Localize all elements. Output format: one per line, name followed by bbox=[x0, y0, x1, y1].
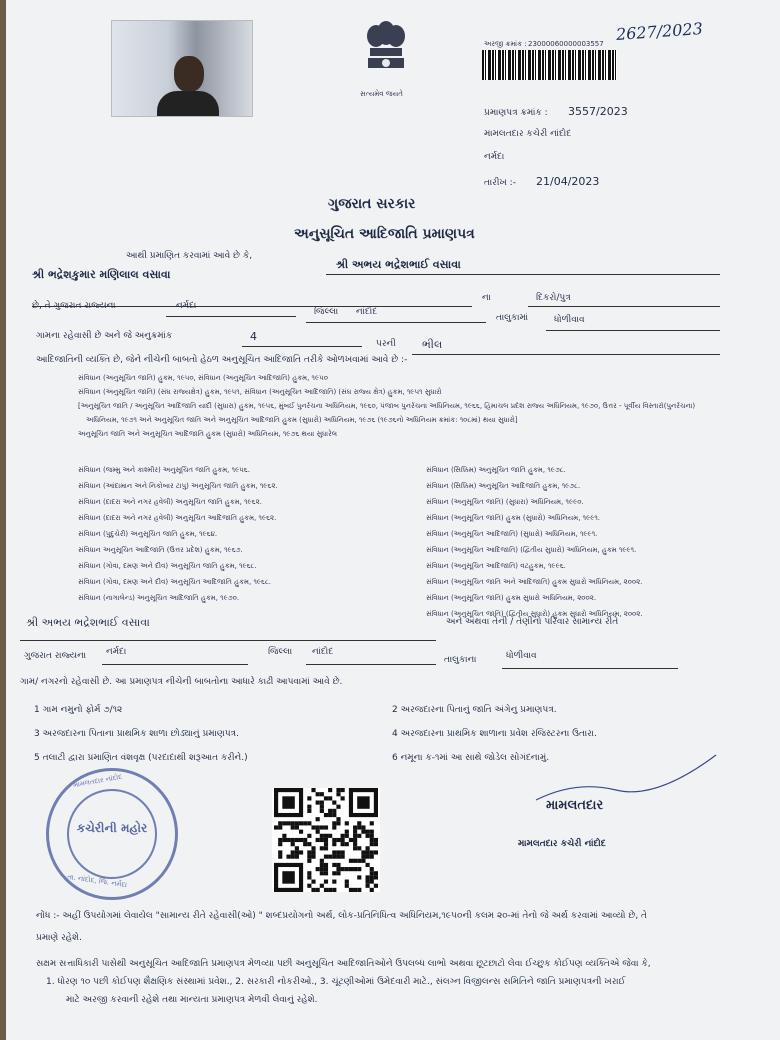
serial-value: 4 bbox=[250, 330, 257, 343]
ref-number: 23000060000003557 bbox=[528, 40, 604, 48]
order-right-8: સંવિધાન (અનુસૂચિત જાતિ અને આદિજાતિ) હુકમ સુધારો અધિનિયમ, ૨૦૦૨. bbox=[426, 578, 643, 586]
order-right-7: સંવિધાન (અનુસૂચિત આદિજાતિ) વટહુકમ, ૧૯૯૬. bbox=[426, 562, 566, 570]
order-left-4: સંવિધાન (દાદરા અને નગર હવેલી) અનુસૂચિત આદિજાતિ હુકમ, ૧૯૬૨. bbox=[78, 514, 277, 522]
ref-label: અરજી ક્રમાંક : bbox=[484, 40, 527, 48]
parent-name: શ્રી ભદ્રેશકુમાર મણિલાલ વસાવા bbox=[32, 268, 171, 281]
order-right-5: સંવિધાન (અનુસૂચિત આદિજાતિ) (સુધારો) અધિનિયમ, ૧૯૯૧. bbox=[426, 530, 598, 538]
order-full-4: અધિનિયમ, ૧૯૭૧ અને અનુસૂચિત જાતિ અને અનુસૂચિત આદિજાતિ હુકમ (સુધારો) અધિનિયમ, ૧૯૭૬ (૧૯૭૬નો અધિનિયમ ક્રમાંક: ૧૦૮માં) થયા સુધારો] bbox=[86, 416, 518, 424]
section2-district-label: જિલ્લા bbox=[268, 647, 293, 657]
relation: દિકરો/પુત્ર bbox=[536, 293, 571, 303]
gov-title: ગુજરાત સરકાર bbox=[328, 196, 416, 212]
certificate-page bbox=[6, 0, 780, 1040]
section2-village: ધોળીવાવ bbox=[506, 651, 537, 661]
resident-text: ગામના રહેવાસી છે અને જે અનુક્રમાંક bbox=[36, 331, 173, 341]
footer-para-3: માટે અરજી કરવાની રહેશે તથા માન્યતા પ્રમાણપત્ર મેળવી લેવાનું રહેશે. bbox=[66, 995, 318, 1005]
qr-code bbox=[272, 788, 380, 892]
section2-taluka-label: તાલુકાના bbox=[444, 655, 477, 665]
village-value: ધોળીવાવ bbox=[554, 315, 585, 325]
order-right-6: સંવિધાન (અનુસૂચિત આદિજાતિ) (દ્વિતીય સુધારો) અધિનિયમ, હુકમ ૧૯૯૧. bbox=[426, 546, 637, 554]
doc-5: 5 તલાટી દ્વારા પ્રમાણિત વંશવૃક્ષ (પરદાદાથી શરૂઆત કરીને.) bbox=[34, 753, 248, 763]
order-full-1: સંવિધાન (અનુસૂચિત જાતિ) હુકમ, ૧૯૫૦, સંવિધાન (અનુસૂચિત આદિજાતિ) હુકમ, ૧૯૫૦ bbox=[78, 374, 328, 382]
doc-3: 3 અરજદારના પિતાના પ્રાથમિક શાળા છોડ્યાનું પ્રમાણપત્ર. bbox=[34, 729, 239, 739]
order-right-1: સંવિધાન (સિક્કિમ) અનુસૂચિત જાતિ હુકમ, ૧૯૭૮. bbox=[426, 466, 566, 474]
issue-date: 21/04/2023 bbox=[536, 175, 600, 188]
order-left-9: સંવિધાન (નાગાલેન્ડ) અનુસૂચિત આદિજાતિ હુકમ, ૧૯૭૦. bbox=[78, 594, 240, 602]
footer-para-2: 1. ધોરણ ૧૦ પછી કોઈપણ શૈક્ષણિક સંસ્થામાં પ્રવેશ., 2. સરકારી નોકરીઓ., 3. ચૂંટણીઓમાં ઉમેદવારી માટે., સંલગ્ન વિજીલન્સ સમિતિને જાતિ પ્રમાણપત્રની ખરાઈ bbox=[46, 977, 626, 987]
state-text: છે, તે ગુજરાત રાજ્યના bbox=[32, 301, 116, 311]
order-left-6: સંવિધાન અનુસૂચિત આદિજાતિ (ઉત્તર પ્રદેશ) હુકમ, ૧૯૬૭. bbox=[78, 546, 243, 554]
cert-no: 3557/2023 bbox=[568, 105, 628, 118]
order-left-2: સંવિધાન (આંદામાન અને નિકોબાર ટાપુ) અનુસૂચિત જાતિ હુકમ, ૧૯૬૨. bbox=[78, 482, 278, 490]
barcode bbox=[482, 50, 617, 80]
family-text: અને અથવા તેની / તેણીનો પરિવાર સામાન્ય રીતે bbox=[446, 617, 619, 627]
cert-title: અનુસૂચિત આદિજાતિ પ્રમાણપત્ર bbox=[294, 226, 475, 242]
tribe-value: ભીલ bbox=[422, 338, 443, 351]
doc-2: 2 અરજદારના પિતાનું જાતિ અંગેનુ પ્રમાણપત્ર. bbox=[392, 705, 557, 715]
taluka-value: નાંદોદ bbox=[356, 307, 378, 317]
certify-text: આથી પ્રમાણિત કરવામાં આવે છે કે, bbox=[126, 251, 253, 261]
office-stamp bbox=[46, 768, 178, 900]
order-right-4: સંવિધાન (અનુસૂચિત જાતિ) હુકમ (સુધારો) અધિનિયમ, ૧૯૯૧. bbox=[426, 514, 601, 522]
district-label: જિલ્લા bbox=[314, 307, 339, 317]
applicant-photo bbox=[111, 20, 253, 117]
issuing-office: મામલતદાર કચેરી નાંદોદ bbox=[484, 129, 572, 139]
doc-6: 6 નમૂના ક-૧માં આ સાથે જોડેલ સોગંદનામું. bbox=[392, 753, 550, 763]
stamp-top-arc: મામલતદાર નાંદોદ bbox=[72, 772, 123, 790]
parni-label: પરની bbox=[376, 339, 396, 349]
order-left-7: સંવિધાન (ગોવા, દમણ અને દીવ) અનુસૂચિત જાતિ હુકમ, ૧૯૬૮. bbox=[78, 562, 257, 570]
footer-para-1: સક્ષમ સત્તાધિકારી પાસેથી અનુસૂચિત આદિજાતિ પ્રમાણપત્ર મેળવ્યા પછી અનુસૂચિત આદિજાતિઓને ઉપલબ્ધ લાભો અથવા છૂટછાટો લેવા ઈચ્છુક કોઈપણ વ્યક્તિએ જેવા કે, bbox=[36, 959, 651, 969]
handwritten-number: 2627/2023 bbox=[615, 18, 704, 45]
emblem-caption: સત્યમેવ જયતે bbox=[360, 90, 403, 98]
district-value: નર્મદા bbox=[176, 301, 197, 311]
order-right-10: સંવિધાન (અનુસૂચિત જાતિ) (દ્વિતીય સુધારો) હુકમ સુધારો અધિનિયમ, ૨૦૦૨. bbox=[426, 610, 643, 618]
national-emblem-icon bbox=[356, 18, 416, 90]
section2-name: શ્રી અભય ભદ્રેશભાઈ વસાવા bbox=[26, 616, 150, 629]
order-full-5: અનુસૂચિત જાતિ અને અનુસૂચિત આદિજાતિ હુકમ (સુધારો) અધિનિયમ, ૧૯૭૬ થયા સુધારેલ bbox=[78, 430, 337, 438]
issuing-district: નર્મદા bbox=[484, 152, 505, 162]
order-right-2: સંવિધાન (સિક્કિમ) અનુસૂચિત આદિજાતિ હુકમ, ૧૯૭૮. bbox=[426, 482, 581, 490]
cert-no-label: પ્રમાણપત્ર ક્રમાંક : bbox=[484, 108, 548, 118]
stamp-text: કચેરીની મહોર bbox=[76, 821, 148, 835]
section2-resident: ગામ/ નગરનો રહેવાસી છે. આ પ્રમાણપત્ર નીચેની બાબતોના આધારે કાઢી આપવામાં આવે છે. bbox=[20, 677, 343, 687]
signatory-office: મામલતદાર કચેરી નાંદોદ bbox=[518, 839, 606, 849]
order-full-3: [અનુસૂચિત જાતિ / અનુસૂચિત આદિજાતિ યાદી (સુધારા) હુકમ, ૧૯૫૬, મુંબઈ પુનર્રચના અધિનિયમ, ૧૯૬૦, પંજાબ પુનર્રચના અધિનિયમ, ૧૯૬૬, હિમાચલ પ્રદેશ રાજ્ય અધિનિયમ, ૧૯૭૦, ઉત્તર - પૂર્વીય વિસ્તારો(પુનર્રચના) bbox=[78, 402, 696, 410]
footer-note-2: પ્રમાણે રહેશે. bbox=[36, 933, 82, 943]
date-label: તારીખ :- bbox=[484, 178, 516, 188]
stamp-bottom-arc: તા. નાંદોદ, જિ. નર્મદા bbox=[66, 872, 128, 890]
applicant-name: શ્રી અભય ભદ્રેશભાઈ વસાવા bbox=[336, 258, 461, 271]
doc-1: 1 ગામ નમુનો ફોર્મ ૭/૧૨ bbox=[34, 705, 123, 715]
footer-note-1: નોંધ :- અહીં ઉપયોગમાં લેવાયેલ "સામાન્ય રીતે રહેવાસી(ઓ) " શબ્દપ્રયોગનો અર્થ, લોક-પ્રતિનિધિત્વ અધિનિયમ,૧૯૫૦ની કલમ ૨૦-માં તેનો જે અર્થ કરવામાં આવ્યો છે, તે bbox=[36, 911, 648, 921]
order-left-8: સંવિધાન (ગોવા, દમણ અને દીવ) અનુસૂચિત આદિજાતિ હુકમ, ૧૯૬૮. bbox=[78, 578, 272, 586]
section2-district: નર્મદા bbox=[106, 647, 127, 657]
section2-state: ગુજરાત રાજ્યના bbox=[24, 651, 87, 661]
order-left-1: સંવિધાન (જમ્મુ અને કાશ્મીર) અનુસૂચિત જાતિ હુકમ, ૧૯૫૬. bbox=[78, 466, 250, 474]
order-right-3: સંવિધાન (અનુસૂચિત જાતિ) (સુધારા) અધિનિયમ, ૧૯૯૦. bbox=[426, 498, 584, 506]
section2-taluka: નાંદોદ bbox=[312, 647, 334, 657]
order-left-3: સંવિધાન (દાદરા અને નગર હવેલી) અનુસૂચિત જાતિ હુકમ, ૧૯૬૨. bbox=[78, 498, 262, 506]
doc-4: 4 અરજદારના પ્રાથમિક શાળાના પ્રવેશ રજિસ્ટરના ઉતારા. bbox=[392, 729, 597, 739]
tribe-text: આદિજાતિની વ્યક્તિ છે, જેને નીચેની બાબતો હેઠળ અનુસૂચિત આદિજાતિ તરીકે ઓળખવામાં આવે છે :- bbox=[36, 355, 408, 365]
taluka-label: તાલુકામાં bbox=[496, 313, 529, 323]
order-right-9: સંવિધાન (અનુસૂચિત જાતિ) હુકમ સુધારો અધિનિયમ, ૨૦૦૨. bbox=[426, 594, 597, 602]
order-full-2: સંવિધાન (અનુસૂચિત જાતિ) (સંઘ રાજ્યક્ષેત્ર) હુકમ, ૧૯૫૧, સંવિધાન (અનુસૂચિત આદિજાતિ) (સંઘ રાજ્ય ક્ષેત્ર) હુકમ, ૧૯૫૧ સુધારો bbox=[78, 388, 442, 396]
na-label: ના bbox=[482, 293, 491, 303]
order-left-5: સંવિધાન (પુદુચેરી) અનુસૂચિત જાતિ હુકમ, ૧૯૬૪. bbox=[78, 530, 218, 538]
signatory-title: મામલતદાર bbox=[546, 798, 604, 813]
